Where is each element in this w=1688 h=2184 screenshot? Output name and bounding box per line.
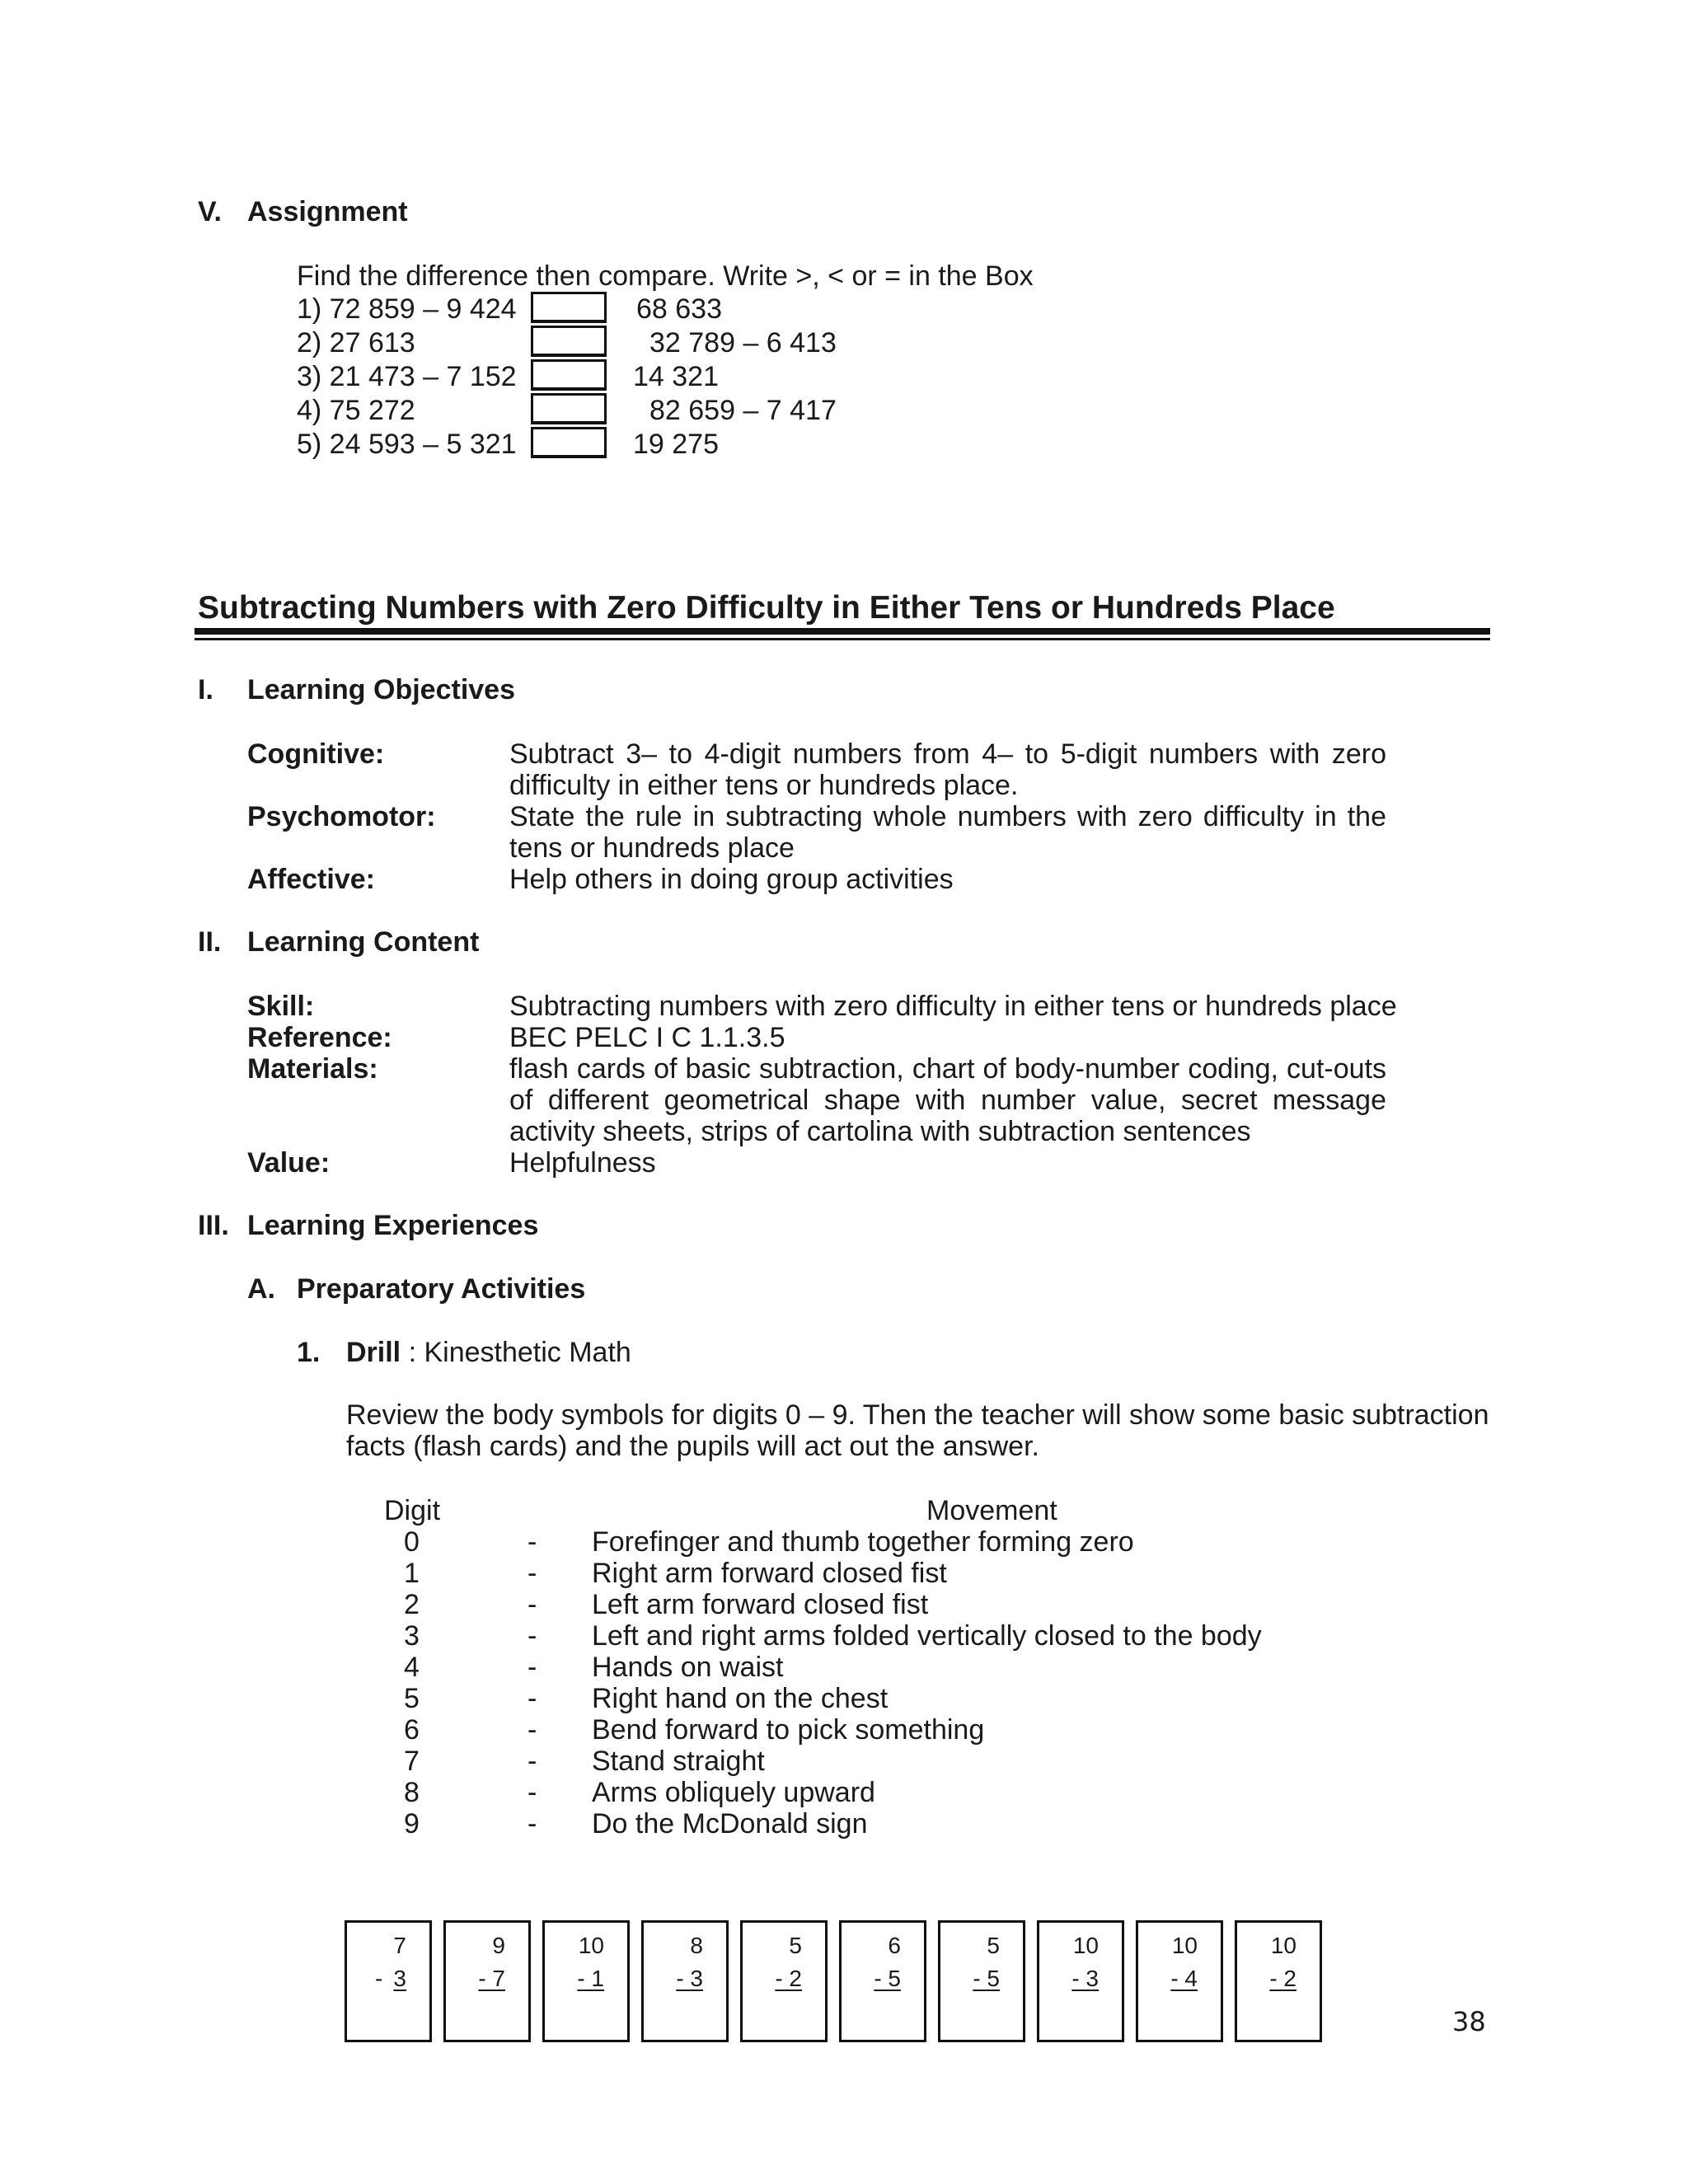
- drill-rest: : Kinesthetic Math: [401, 1337, 631, 1368]
- flash-card: [1037, 1920, 1124, 2042]
- assignment-item-left: 3) 21 473 – 7 152: [297, 361, 517, 392]
- digit-cell: 1: [404, 1558, 420, 1589]
- flash-card: [938, 1920, 1025, 2042]
- reference-label: Reference:: [247, 1022, 392, 1053]
- flash-card-minuend: 7: [393, 1933, 406, 1958]
- flash-card-minuend: 9: [492, 1933, 505, 1958]
- assignment-item-left: 4) 75 272: [297, 395, 415, 426]
- materials-text-line3: activity sheets, strips of cartolina with subtraction sentences: [509, 1116, 1251, 1147]
- digit-cell: 8: [404, 1777, 420, 1808]
- digit-cell: 2: [404, 1589, 420, 1620]
- flash-card-subtrahend: - 2: [775, 1966, 802, 1991]
- cognitive-text-line2: difficulty in either tens or hundreds place.: [509, 770, 1019, 801]
- digit-cell: 3: [404, 1620, 420, 1652]
- flash-card-subtrahend: - 1: [577, 1966, 604, 1991]
- drill-number: 1.: [297, 1337, 321, 1368]
- assignment-instruction: Find the difference then compare. Write >, < or = in the Box: [297, 260, 1034, 292]
- dash-cell: -: [528, 1589, 537, 1620]
- dash-cell: -: [528, 1652, 537, 1683]
- digit-cell: 7: [404, 1746, 420, 1777]
- flash-card-subtrahend: - 2: [1269, 1966, 1296, 1991]
- flash-card-subtrahend: - 7: [478, 1966, 505, 1991]
- answer-box-3[interactable]: [531, 359, 607, 391]
- assignment-item-right: 19 275: [633, 429, 719, 460]
- assignment-numeral: V.: [198, 196, 223, 227]
- answer-box-5[interactable]: [531, 427, 607, 458]
- review-text-line1: Review the body symbols for digits 0 – 9. Then the teacher will show some basic subtraction: [346, 1399, 1489, 1431]
- dash-cell: -: [528, 1714, 537, 1746]
- content-heading: Learning Content: [247, 926, 480, 958]
- flash-card-subtrahend: 3: [393, 1966, 406, 1991]
- flash-card-minuend: 8: [690, 1933, 703, 1958]
- materials-text-line1: flash cards of basic subtraction, chart of body-number coding, cut-outs: [509, 1053, 1386, 1085]
- affective-label: Affective:: [247, 864, 375, 895]
- flash-card-minuend: 6: [888, 1933, 901, 1958]
- objectives-heading: Learning Objectives: [247, 674, 515, 705]
- flash-card: [839, 1920, 926, 2042]
- value-text: Helpfulness: [509, 1147, 656, 1179]
- drill-label: Drill: [346, 1337, 401, 1368]
- assignment-heading: Assignment: [247, 196, 408, 227]
- assignment-item-left: 1) 72 859 – 9 424: [297, 293, 517, 325]
- lesson-title: Subtracting Numbers with Zero Difficulty in Either Tens or Hundreds Place: [198, 590, 1335, 626]
- dash-cell: -: [528, 1558, 537, 1589]
- flash-card: [1136, 1920, 1223, 2042]
- dash-cell: -: [528, 1620, 537, 1652]
- psychomotor-label: Psychomotor:: [247, 801, 436, 832]
- preparatory-heading: Preparatory Activities: [297, 1273, 586, 1305]
- digit-cell: 5: [404, 1683, 420, 1714]
- flash-card: [641, 1920, 729, 2042]
- materials-label: Materials:: [247, 1053, 378, 1085]
- materials-text-line2: of different geometrical shape with number value, secret message: [509, 1085, 1386, 1116]
- dash-cell: -: [528, 1746, 537, 1777]
- digit-cell: 4: [404, 1652, 420, 1683]
- title-rule-thick: [195, 628, 1490, 635]
- flash-card: [443, 1920, 531, 2042]
- digit-cell: 9: [404, 1808, 420, 1840]
- flash-card: [542, 1920, 630, 2042]
- movement-cell: Stand straight: [592, 1746, 765, 1777]
- answer-box-1[interactable]: [531, 292, 607, 323]
- flash-card-minuend: 5: [987, 1933, 1000, 1958]
- flash-card-minus: -: [375, 1966, 383, 1991]
- movement-cell: Right arm forward closed fist: [592, 1558, 947, 1589]
- movement-cell: Forefinger and thumb together forming zero: [592, 1526, 1134, 1558]
- psychomotor-text-line1: State the rule in subtracting whole numbers with zero difficulty in the: [509, 801, 1386, 832]
- dash-cell: -: [528, 1683, 537, 1714]
- assignment-item-right: 68 633: [636, 293, 722, 325]
- objectives-numeral: I.: [198, 674, 213, 705]
- digit-column-header: Digit: [384, 1495, 441, 1526]
- title-rule-thin: [195, 638, 1490, 640]
- digit-cell: 0: [404, 1526, 420, 1558]
- movement-cell: Do the McDonald sign: [592, 1808, 868, 1840]
- movement-column-header: Movement: [926, 1495, 1057, 1526]
- dash-cell: -: [528, 1777, 537, 1808]
- flash-card: [1235, 1920, 1322, 2042]
- skill-text: Subtracting numbers with zero difficulty in either tens or hundreds place: [509, 991, 1397, 1022]
- movement-cell: Arms obliquely upward: [592, 1777, 875, 1808]
- flash-card-minuend: 10: [578, 1933, 604, 1958]
- assignment-item-right: 82 659 – 7 417: [649, 395, 837, 426]
- movement-cell: Bend forward to pick something: [592, 1714, 985, 1746]
- assignment-item-right: 32 789 – 6 413: [649, 327, 837, 359]
- cognitive-label: Cognitive:: [247, 738, 385, 770]
- flash-card-subtrahend: - 3: [1071, 1966, 1099, 1991]
- movement-cell: Left arm forward closed fist: [592, 1589, 929, 1620]
- assignment-item-left: 5) 24 593 – 5 321: [297, 429, 517, 460]
- cognitive-text-line1: Subtract 3– to 4-digit numbers from 4– to 5-digit numbers with zero: [509, 738, 1386, 770]
- page-number: 38: [1452, 2006, 1486, 2037]
- flash-card-subtrahend: - 5: [973, 1966, 1000, 1991]
- dash-cell: -: [528, 1808, 537, 1840]
- movement-cell: Left and right arms folded vertically closed to the body: [592, 1620, 1262, 1652]
- reference-text: BEC PELC I C 1.1.3.5: [509, 1022, 785, 1053]
- digit-cell: 6: [404, 1714, 420, 1746]
- assignment-item-left: 2) 27 613: [297, 327, 415, 359]
- flash-card: [345, 1920, 432, 2042]
- psychomotor-text-line2: tens or hundreds place: [509, 832, 795, 864]
- affective-text: Help others in doing group activities: [509, 864, 954, 895]
- assignment-item-right: 14 321: [633, 361, 719, 392]
- flash-card-minuend: 10: [1072, 1933, 1099, 1958]
- review-text-line2: facts (flash cards) and the pupils will act out the answer.: [346, 1431, 1039, 1462]
- dash-cell: -: [528, 1526, 537, 1558]
- value-label: Value:: [247, 1147, 331, 1179]
- flash-card-subtrahend: - 4: [1170, 1966, 1198, 1991]
- movement-cell: Right hand on the chest: [592, 1683, 889, 1714]
- answer-box-4[interactable]: [531, 393, 607, 424]
- skill-label: Skill:: [247, 991, 315, 1022]
- movement-cell: Hands on waist: [592, 1652, 784, 1683]
- experiences-heading: Learning Experiences: [247, 1210, 539, 1241]
- flash-card-minuend: 10: [1171, 1933, 1198, 1958]
- flash-card-subtrahend: - 5: [874, 1966, 901, 1991]
- flash-card-minuend: 5: [789, 1933, 802, 1958]
- drill-line: [346, 1337, 631, 1368]
- flash-card: [740, 1920, 828, 2042]
- flash-card-minuend: 10: [1270, 1933, 1296, 1958]
- preparatory-letter: A.: [247, 1273, 275, 1305]
- flash-card-subtrahend: - 3: [676, 1966, 703, 1991]
- experiences-numeral: III.: [198, 1210, 229, 1241]
- content-numeral: II.: [198, 926, 222, 958]
- answer-box-2[interactable]: [531, 326, 607, 357]
